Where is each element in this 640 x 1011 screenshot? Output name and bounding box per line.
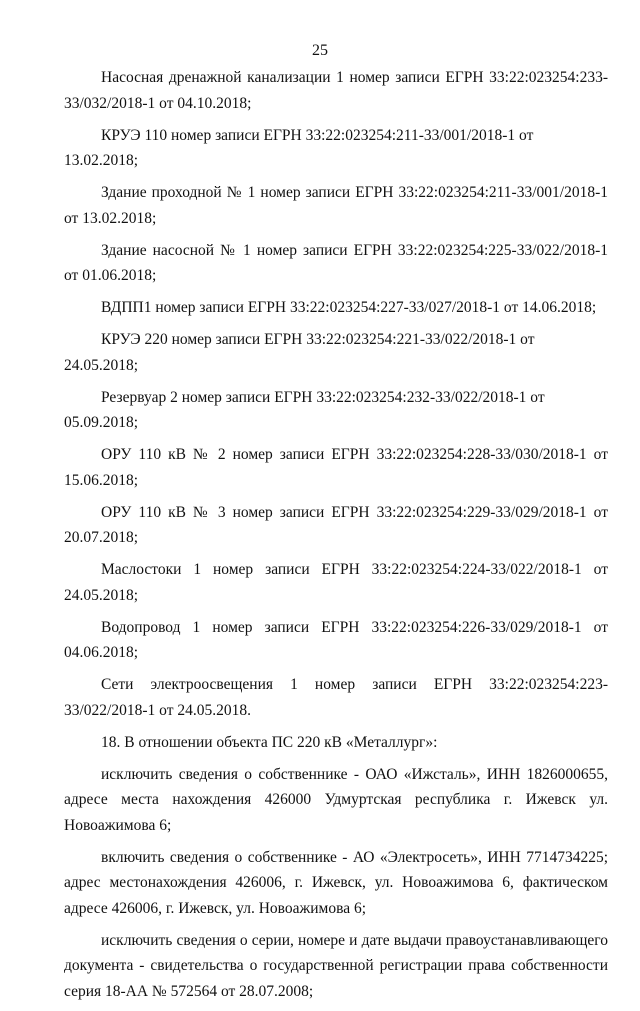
paragraph-lighting-networks: Сети электроосвещения 1 номер записи ЕГРН 33:22:023254:223-33/022/2018-1 от 24.05.2018. xyxy=(64,676,608,719)
paragraph-pump-building: Здание насосной № 1 номер записи ЕГРН 33:22:023254:225-33/022/2018-1 от 01.06.2018; xyxy=(64,241,608,284)
paragraph-vdpp1: ВДПП1 номер записи ЕГРН 33:22:023254:227-33/027/2018-1 от 14.06.2018; xyxy=(101,299,597,316)
paragraph-oil-drains: Маслостоки 1 номер записи ЕГРН 33:22:023254:224-33/022/2018-1 от 24.05.2018; xyxy=(64,561,608,604)
paragraph-exclude-certificate: исключить сведения о серии, номере и дате выдачи правоустанавливающего документа - свидетельства о государственной регистрации права собственности серия 18-АА № 572564 от 28.07.2008; xyxy=(64,931,608,1000)
paragraph-water-pipe: Водопровод 1 номер записи ЕГРН 33:22:023254:226-33/029/2018-1 от 04.06.2018; xyxy=(64,618,608,661)
paragraph-include-owner: включить сведения о собственнике - АО «Электросеть», ИНН 7714734225; адрес местонахождения 426006, г. Ижевск, ул. Новоажимова 6, фактическом адресе 426006, г. Ижевск, ул. Новоажимова 6; xyxy=(64,848,608,917)
paragraph-reservoir-2: Резервуар 2 номер записи ЕГРН 33:22:023254:232-33/022/2018-1 от 05.09.2018; xyxy=(64,388,545,431)
paragraph-krue-110: КРУЭ 110 номер записи ЕГРН 33:22:023254:211-33/001/2018-1 от 13.02.2018; xyxy=(64,126,534,169)
document-body xyxy=(64,65,608,1011)
page-number: 25 xyxy=(312,42,328,59)
paragraph-checkpoint-building: Здание проходной № 1 номер записи ЕГРН 33:22:023254:211-33/001/2018-1 от 13.02.2018; xyxy=(64,184,608,227)
section-heading-18: 18. В отношении объекта ПС 220 кВ «Металлург»: xyxy=(101,733,438,751)
paragraph-oru-110-3: ОРУ 110 кВ № 3 номер записи ЕГРН 33:22:023254:229-33/029/2018-1 от 20.07.2018; xyxy=(64,503,608,546)
paragraph-oru-110-2: ОРУ 110 кВ № 2 номер записи ЕГРН 33:22:023254:228-33/030/2018-1 от 15.06.2018; xyxy=(64,446,608,489)
paragraph-krue-220: КРУЭ 220 номер записи ЕГРН 33:22:023254:221-33/022/2018-1 от 24.05.2018; xyxy=(64,331,535,374)
paragraph-pumping-drainage: Насосная дренажной канализации 1 номер записи ЕГРН 33:22:023254:233-33/032/2018-1 от 04.10.2018; xyxy=(64,69,608,112)
paragraph-exclude-owner: исключить сведения о собственнике - ОАО «Ижсталь», ИНН 1826000655, адресе места нахождения 426000 Удмуртская республика г. Ижевск ул. Новоажимова 6; xyxy=(64,765,608,834)
